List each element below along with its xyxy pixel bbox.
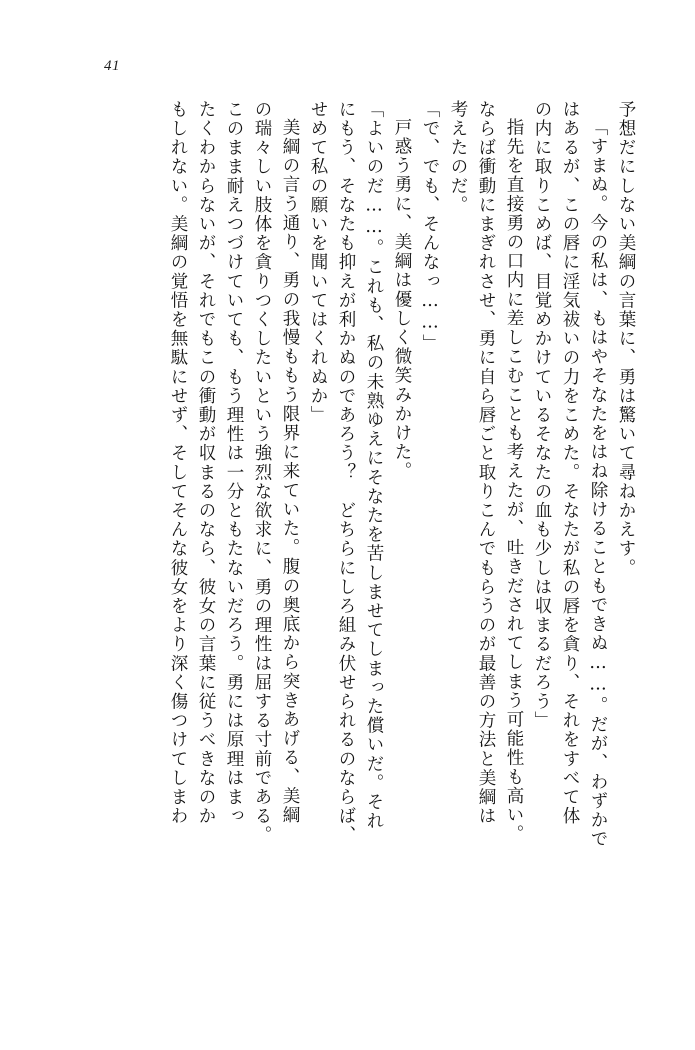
text-column: このまま耐えつづけていても、もう理性は一分ともたないだろう。勇には原理はまっ xyxy=(224,100,244,826)
text-column: 「で、でも、そんなっ……」 xyxy=(420,100,440,354)
text-column: 考えたのだ。 xyxy=(448,100,468,215)
text-column: せめて私の願いを聞いてはくれぬか」 xyxy=(308,100,328,425)
text-column: 予想だにしない美綱の言葉に、勇は驚いて尋ねかえす。 xyxy=(616,100,636,578)
text-column: 「すまぬ。今の私は、もはやそなたをはね除けることもできぬ……。だが、わずかで xyxy=(588,118,608,849)
page-number: 41 xyxy=(104,58,120,74)
text-column: 指先を直接勇の口内に差しこむことも考えたが、吐きだされてしまう可能性も高い。 xyxy=(504,118,524,844)
text-column: たくわからないが、それでもこの衝動が収まるのなら、彼女の言葉に従うべきなのか xyxy=(196,100,216,826)
text-column: にもう、そなたも抑えが利かぬのであろう？ どちらにしろ組み伏せられるのならば、 xyxy=(336,100,356,845)
text-column: の瑞々しい肢体を貪りつくしたいという強烈な欲求に、勇の理性は屈する寸前である。 xyxy=(252,100,272,845)
text-column: の内に取りこめば、目覚めかけているそなたの血も少しは収まるだろう」 xyxy=(532,100,552,731)
text-column: 美綱の言う通り、勇の我慢ももう限界に来ていた。腹の奥底から突きあげる、美綱 xyxy=(280,118,300,825)
text-column: 「よいのだ……。これも、私の未熟ゆえにそなたを苦しませてしまった償いだ。それ xyxy=(364,100,384,831)
text-column: 戸惑う勇に、美綱は優しく微笑みかけた。 xyxy=(392,118,412,481)
vertical-text-body xyxy=(62,100,634,1005)
text-column: もしれない。美綱の覚悟を無駄にせず、そしてそんな彼女をより深く傷つけてしまわ xyxy=(168,100,188,826)
text-column: はあるが、この唇に淫気祓いの力をこめた。そなたが私の唇を貪り、それをすべて体 xyxy=(560,100,580,826)
text-column: ならば衝動にまぎれさせ、勇に自ら唇ごと取りこんでもらうのが最善の方法と美綱は xyxy=(476,100,496,826)
